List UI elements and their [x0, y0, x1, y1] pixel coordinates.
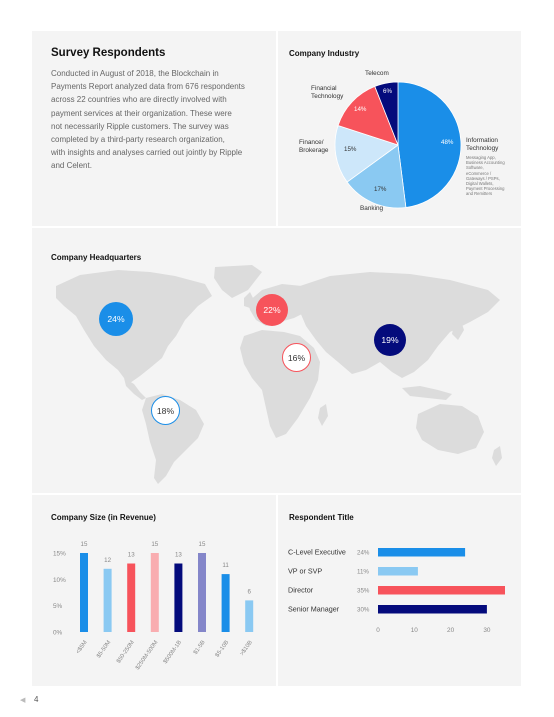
label-line: Financial: [311, 85, 337, 92]
x-category-label: $50-250M: [115, 639, 136, 665]
title-value-label: 30%: [357, 606, 370, 614]
x-category-label: $5-10B: [214, 639, 231, 659]
title-value-label: 35%: [357, 587, 370, 595]
pct-financial-tech: 14%: [354, 106, 367, 113]
headquarters-title: Company Headquarters: [51, 253, 142, 262]
title-category-label: VP or SVP: [288, 566, 323, 576]
europe-bubble: 22%: [256, 294, 288, 326]
title-category-label: Director: [288, 585, 314, 595]
label-line: Business Accounting: [466, 160, 505, 166]
size-bar-value: 11: [222, 562, 229, 570]
pct-telecom: 6%: [383, 88, 392, 95]
title-category-label: C-Level Executive: [288, 547, 346, 557]
size-bar-value: 13: [127, 551, 135, 559]
page-arrow-icon: ◀: [20, 697, 26, 704]
label-line: Payment Processing: [466, 186, 505, 192]
label-line: and Remitters: [466, 191, 493, 197]
label-line: Technology: [311, 93, 344, 100]
x-category-label: $250M-500M: [134, 639, 160, 672]
survey-line: completed by a third-party research organization,: [51, 135, 225, 145]
label-line: Brokerage: [299, 147, 329, 154]
asia-bubble: 19%: [374, 324, 406, 356]
x-tick-label: 0: [376, 627, 380, 634]
label-line: Technology: [466, 145, 499, 152]
survey-line: payment services at their organization. These were: [51, 108, 232, 118]
latin-america-bubble: 18%: [151, 396, 180, 425]
label-line: Messaging App,: [466, 155, 496, 160]
x-category-label: >$10B: [239, 639, 254, 658]
page-number: 4: [34, 695, 39, 704]
survey-line: not necessarily Ripple customers. The survey was: [51, 121, 229, 131]
x-category-label: $500M-1B: [162, 639, 184, 666]
y-tick-label: 5%: [53, 603, 63, 611]
size-bar-value: 15: [198, 541, 206, 548]
survey-title: Survey Respondents: [51, 47, 166, 59]
size-bar-value: 15: [151, 541, 159, 548]
respondent-title-title: Respondent Title: [289, 513, 354, 522]
survey-line: with insights and analyses carried out jointly by Ripple: [51, 148, 243, 158]
middle-east-africa-bubble: 16%: [282, 343, 311, 372]
label-line: Gateways / PSPs,: [466, 175, 500, 181]
x-tick-label: 20: [447, 627, 455, 634]
company-size-title: Company Size (in Revenue): [51, 513, 156, 522]
industry-title: Company Industry: [289, 49, 360, 58]
title-value-label: 24%: [357, 549, 370, 557]
y-tick-label: 15%: [53, 550, 66, 558]
label-line: Information: [466, 137, 498, 144]
label-telecom: Telecom: [365, 70, 389, 77]
x-tick-label: 30: [483, 627, 491, 634]
size-bar-value: 15: [80, 541, 88, 548]
label-line: Digital Wallets,: [466, 181, 494, 187]
y-tick-label: 0%: [53, 629, 63, 637]
pct-banking: 17%: [374, 186, 387, 193]
x-category-label: $1-5B: [192, 639, 207, 656]
label-banking: Banking: [360, 205, 384, 212]
label-line: eCommerce /: [466, 170, 492, 176]
north-america-bubble: 24%: [99, 302, 133, 336]
survey-line: and Celent.: [51, 161, 92, 171]
survey-line: Payments Report analyzed data from 676 respondents: [51, 82, 245, 92]
survey-line: Conducted in August of 2018, the Blockchain in: [51, 69, 219, 78]
title-bar: [378, 567, 418, 576]
x-category-label: $5-50M: [96, 639, 113, 660]
y-tick-label: 10%: [53, 576, 66, 584]
x-tick-label: 10: [410, 627, 418, 634]
title-bar: [378, 605, 487, 614]
label-line: Finance/: [299, 139, 324, 146]
label-line: Software,: [466, 165, 484, 171]
pct-info-tech: 48%: [441, 139, 454, 146]
size-bar-value: 6: [247, 588, 251, 596]
size-bar-value: 12: [104, 556, 112, 564]
size-bar-value: 13: [174, 551, 182, 559]
x-category-label: <$5M: [75, 639, 89, 656]
survey-line: across 22 countries who are directly involved with: [51, 95, 227, 105]
title-category-label: Senior Manager: [288, 604, 340, 614]
title-bar: [378, 586, 505, 595]
pct-finance-brokerage: 15%: [344, 146, 357, 153]
title-bar: [378, 548, 465, 557]
title-value-label: 11%: [357, 568, 369, 576]
